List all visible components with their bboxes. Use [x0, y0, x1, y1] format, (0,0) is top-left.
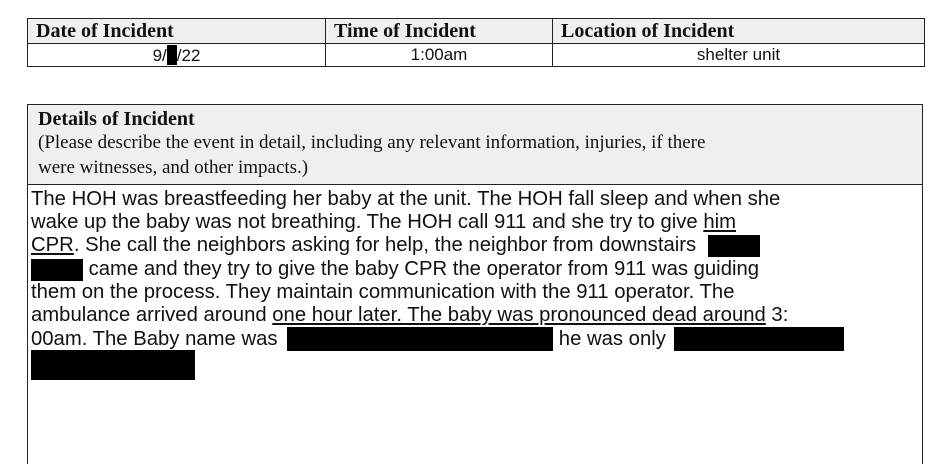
text-segment: he was only — [553, 328, 666, 351]
details-header — [28, 105, 922, 185]
description-line — [31, 234, 916, 257]
redaction-block — [708, 235, 760, 257]
text-segment: The HOH was breastfeeding her baby at the unit. The HOH fall sleep and when she — [31, 188, 781, 210]
table-header-row — [28, 19, 925, 44]
details-section — [27, 104, 923, 464]
description-line — [31, 258, 916, 281]
text-segment: them on the process. They maintain communication with the 911 operator. The — [31, 280, 735, 303]
description-line — [31, 211, 916, 234]
instructions-line: were witnesses, and other impacts.) — [38, 157, 309, 178]
description-line — [31, 350, 916, 373]
details-title: Details of Incident — [38, 108, 195, 130]
date-month: 9/ — [152, 45, 167, 65]
redaction-block — [287, 327, 553, 351]
underlined-text: one hour later. The baby was pronounced dead around — [272, 303, 766, 326]
incident-info-table — [27, 18, 925, 67]
text-segment: wake up the baby was not breathing. The HOH call 911 and she try to give — [31, 211, 704, 234]
location-value: shelter unit — [553, 44, 925, 67]
date-year: /22 — [176, 45, 201, 65]
text-segment: ambulance arrived around — [31, 303, 273, 326]
redaction-block — [31, 259, 83, 281]
description-line — [31, 304, 916, 327]
text-segment: . She call the neighbors asking for help, the neighbor from downstairs — [73, 234, 697, 257]
redaction-block — [167, 45, 177, 65]
header-time: Time of Incident — [326, 19, 553, 44]
redaction-block — [674, 327, 844, 351]
details-instructions — [38, 130, 914, 180]
description-line — [31, 281, 916, 304]
date-value — [28, 44, 326, 67]
incident-description — [28, 185, 922, 374]
description-line — [31, 327, 916, 350]
time-value: 1:00am — [326, 44, 553, 67]
text-segment: came and they try to give the baby CPR the operator from 911 was guiding — [83, 257, 760, 280]
header-date: Date of Incident — [28, 19, 326, 44]
redaction-block — [31, 350, 195, 380]
header-location: Location of Incident — [553, 19, 925, 44]
underlined-text: him — [703, 211, 736, 234]
text-segment: 00am. The Baby name was — [31, 328, 278, 351]
underlined-text: CPR — [31, 234, 74, 257]
text-segment: 3: — [765, 303, 789, 326]
instructions-line: (Please describe the event in detail, including any relevant information, injuries, if there — [38, 132, 706, 153]
description-line — [31, 188, 916, 211]
table-row — [28, 44, 925, 67]
